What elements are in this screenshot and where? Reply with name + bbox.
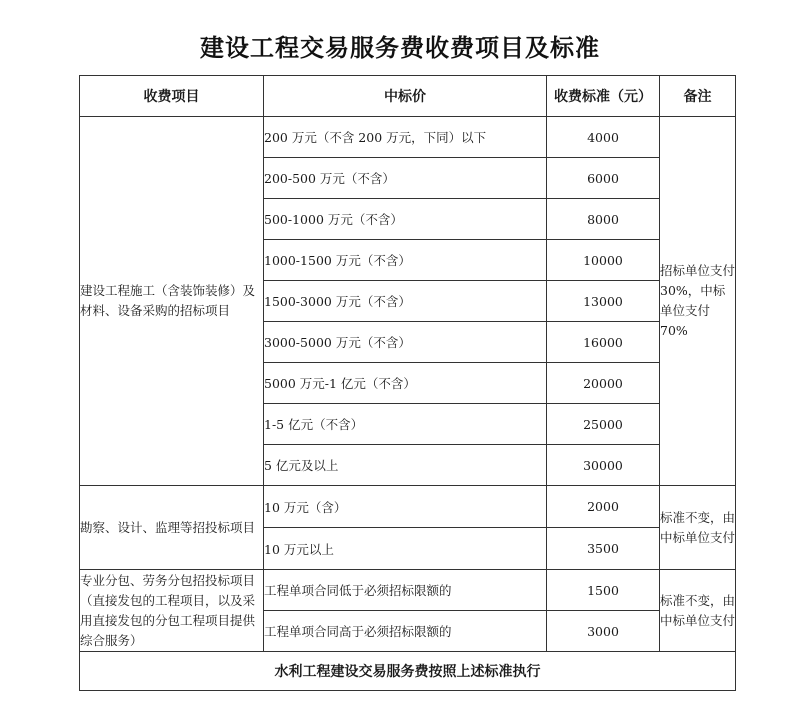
fee-cell: 3000 (547, 611, 660, 652)
category-cell: 专业分包、劳务分包招投标项目（直接发包的工程项目，以及采用直接发包的分包工程项目提供综合服务） (80, 570, 264, 652)
price-cell: 3000-5000 万元（不含） (264, 322, 547, 363)
price-cell: 5 亿元及以上 (264, 445, 547, 486)
fee-cell: 3500 (547, 528, 660, 570)
price-cell: 1500-3000 万元（不含） (264, 281, 547, 322)
note-cell: 招标单位支付30%，中标单位支付 70% (660, 117, 736, 486)
price-cell: 1000-1500 万元（不含） (264, 240, 547, 281)
price-cell: 1-5 亿元（不含） (264, 404, 547, 445)
fee-cell: 1500 (547, 570, 660, 611)
note-cell: 标准不变，由中标单位支付 (660, 486, 736, 570)
fee-cell: 2000 (547, 486, 660, 528)
table-row (80, 486, 736, 528)
footer-note: 水利工程建设交易服务费按照上述标准执行 (80, 652, 736, 691)
table-row (80, 570, 736, 611)
price-cell: 200-500 万元（不含） (264, 158, 547, 199)
header-project: 收费项目 (80, 76, 264, 117)
category-cell: 勘察、设计、监理等招投标项目 (80, 486, 264, 570)
price-cell: 10 万元（含） (264, 486, 547, 528)
price-cell: 工程单项合同高于必须招标限额的 (264, 611, 547, 652)
price-cell: 5000 万元-1 亿元（不含） (264, 363, 547, 404)
header-price: 中标价 (264, 76, 547, 117)
table-row (80, 117, 736, 158)
page-title: 建设工程交易服务费收费项目及标准 (200, 34, 600, 62)
price-cell: 工程单项合同低于必须招标限额的 (264, 570, 547, 611)
footer-row (80, 652, 736, 691)
header-fee: 收费标准（元） (547, 76, 660, 117)
fee-table (79, 75, 736, 691)
header-note: 备注 (660, 76, 736, 117)
price-cell: 200 万元（不含 200 万元，下同）以下 (264, 117, 547, 158)
fee-cell: 13000 (547, 281, 660, 322)
fee-cell: 30000 (547, 445, 660, 486)
price-cell: 10 万元以上 (264, 528, 547, 570)
price-cell: 500-1000 万元（不含） (264, 199, 547, 240)
fee-cell: 20000 (547, 363, 660, 404)
fee-cell: 8000 (547, 199, 660, 240)
fee-cell: 4000 (547, 117, 660, 158)
fee-cell: 10000 (547, 240, 660, 281)
note-cell: 标准不变，由中标单位支付 (660, 570, 736, 652)
fee-cell: 6000 (547, 158, 660, 199)
fee-cell: 16000 (547, 322, 660, 363)
header-row (80, 76, 736, 117)
fee-cell: 25000 (547, 404, 660, 445)
category-cell: 建设工程施工（含装饰装修）及材料、设备采购的招标项目 (80, 117, 264, 486)
